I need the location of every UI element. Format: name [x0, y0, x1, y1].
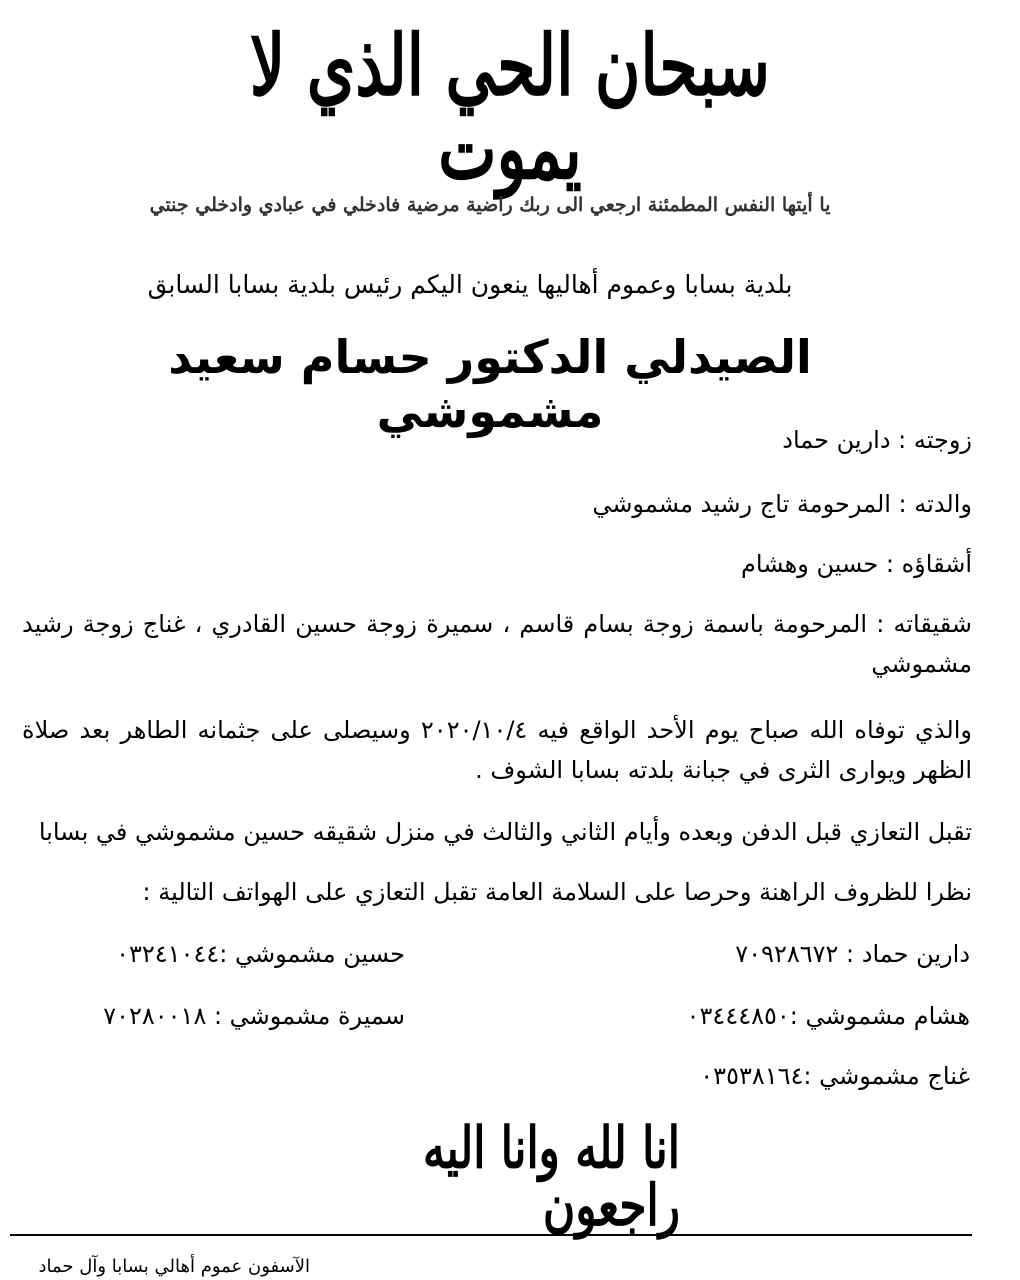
phone-samira: سميرة مشموشي : ٧٠٢٨٠٠١٨ — [103, 1002, 405, 1030]
phone-hisham: هشام مشموشي :٠٣٤٤٤٨٥٠ — [686, 1002, 970, 1030]
family-brothers: أشقاؤه : حسين وهشام — [741, 550, 972, 578]
funeral-details: والذي توفاه الله صباح يوم الأحد الواقع فيه ٢٠٢٠/١٠/٤ وسيصلى على جثمانه الطاهر بعد صلاة الظهر ويوارى الثرى في جبانة بلدته بسابا الشوف . — [22, 716, 972, 784]
phones-intro: نظرا للظروف الراهنة وحرصا على السلامة العامة تقبل التعازي على الهواتف التالية : — [142, 878, 972, 906]
footer-divider — [10, 1234, 972, 1236]
announcement-intro: بلدية بسابا وعموم أهاليها ينعون اليكم رئيس بلدية بسابا السابق — [147, 270, 793, 299]
phone-ghanaj: غناج مشموشي :٠٣٥٣٨١٦٤ — [700, 1062, 970, 1090]
family-sisters: شقيقاته : المرحومة باسمة زوجة بسام قاسم ، سميرة زوجة حسين القادري ، غناج زوجة رشيد مشموشي — [22, 610, 972, 678]
calligraphy-title: سبحان الحي الذي لا يموت — [249, 16, 771, 199]
calligraphy-closing: انا لله وانا اليه راجعون — [422, 1115, 680, 1240]
deceased-name: الصيدلي الدكتور حسام سعيد مشموشي — [168, 330, 812, 438]
family-mother: والدته : المرحومة تاج رشيد مشموشي — [592, 490, 972, 518]
phone-darin: دارين حماد : ٧٠٩٢٨٦٧٢ — [735, 940, 970, 968]
phone-hussein: حسين مشموشي :٠٣٢٤١٠٤٤ — [116, 940, 405, 968]
quran-verse: يا أيتها النفس المطمئنة ارجعي الى ربك راضية مرضية فادخلي في عبادي وادخلي جنتي — [149, 194, 831, 216]
family-wife: زوجته : دارين حماد — [782, 426, 972, 454]
signoff: الآسفون عموم أهالي بسابا وآل حماد — [38, 1256, 310, 1277]
condolences-info: تقبل التعازي قبل الدفن وبعده وأيام الثاني والثالث في منزل شقيقه حسين مشموشي في بسابا — [38, 818, 972, 846]
